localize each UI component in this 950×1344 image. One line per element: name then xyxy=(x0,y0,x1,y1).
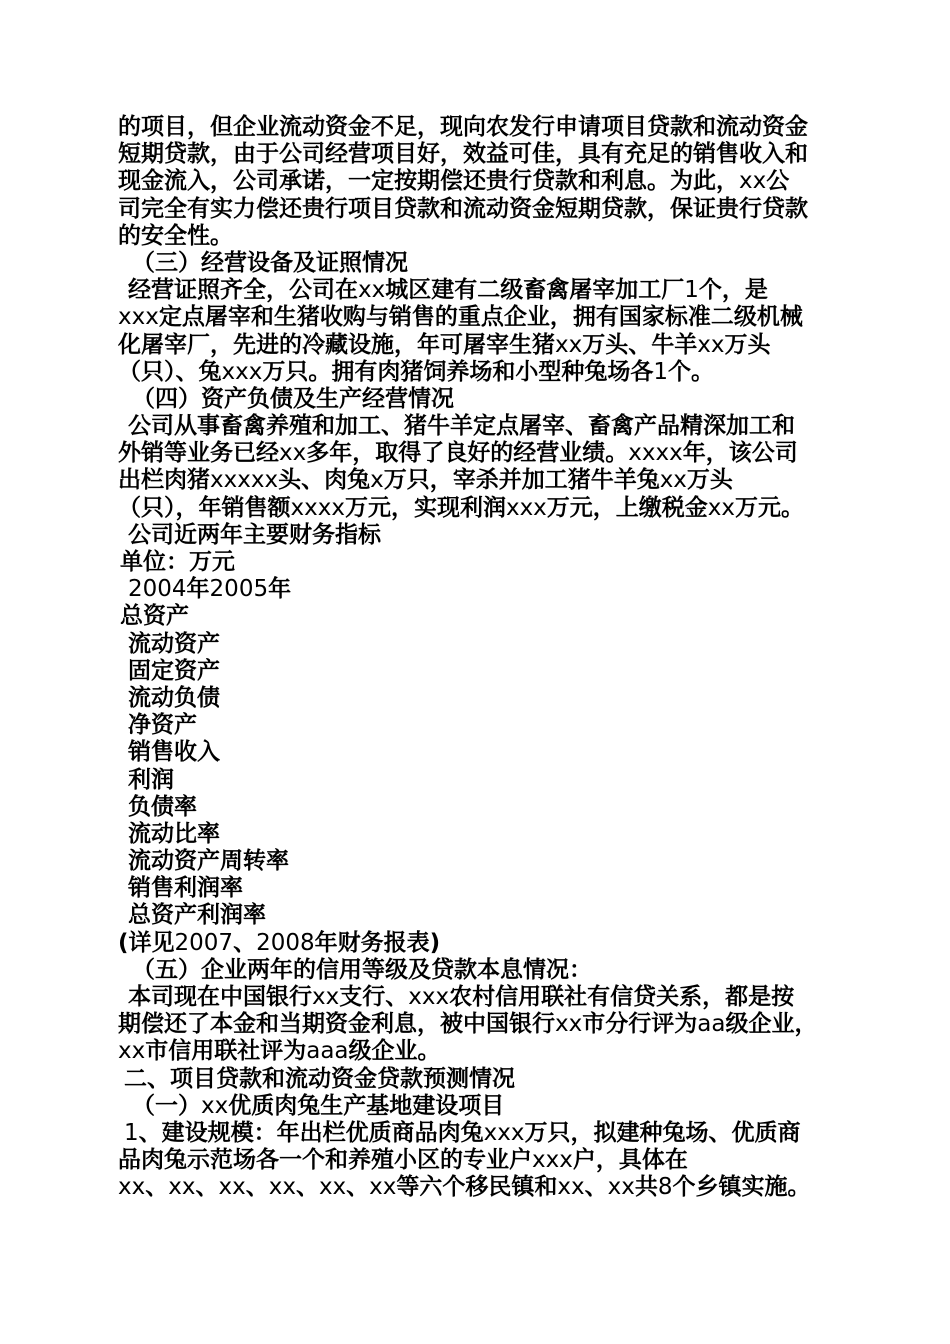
text-line: 品肉兔示范场各一个和养殖小区的专业户xxx户，具体在 xyxy=(118,1147,688,1174)
indicator-row: 总资产利润率 xyxy=(128,902,266,929)
text-line: 司完全有实力偿还贵行项目贷款和流动资金短期贷款，保证贵行贷款 xyxy=(118,195,808,222)
year-header: 2004年2005年 xyxy=(128,576,292,603)
text-line: （只），年销售额xxxx万元，实现利润xxx万元，上缴税金xx万元。 xyxy=(118,494,805,521)
indicator-row: 销售收入 xyxy=(128,739,220,766)
indicator-row: 流动负债 xyxy=(128,684,220,711)
text-line: 外销等业务已经xx多年，取得了良好的经营业绩。xxxx年，该公司 xyxy=(118,440,798,467)
section-heading: （四）资产负债及生产经营情况 xyxy=(132,385,454,412)
text-line: 的安全性。 xyxy=(118,222,233,249)
indicator-row: 销售利润率 xyxy=(128,875,243,902)
section-heading: （五）企业两年的信用等级及贷款本息情况： xyxy=(132,956,592,983)
chapter-heading: 二、项目贷款和流动资金贷款预测情况 xyxy=(124,1065,515,1092)
indicator-row: 净资产 xyxy=(128,712,197,739)
text-line: 公司从事畜禽养殖和加工、猪牛羊定点屠宰、畜禽产品精深加工和 xyxy=(128,413,795,440)
text-line: （只）、兔xxx万只。拥有肉猪饲养场和小型种兔场各1个。 xyxy=(118,358,714,385)
indicator-row: 利润 xyxy=(128,766,174,793)
text-line: 出栏肉猪xxxxx头、肉兔x万只，宰杀并加工猪牛羊兔xx万头 xyxy=(118,467,733,494)
table-title: 公司近两年主要财务指标 xyxy=(128,521,381,548)
indicator-row: 流动资产 xyxy=(128,630,220,657)
text-line: 期偿还了本金和当期资金利息，被中国银行xx市分行评为aa级企业， xyxy=(118,1011,818,1038)
section-heading: （一）xx优质肉兔生产基地建设项目 xyxy=(132,1092,505,1119)
indicator-row: 负债率 xyxy=(128,793,197,820)
indicator-row: 流动资产周转率 xyxy=(128,848,289,875)
text-line: (详见2007、2008年财务报表) xyxy=(118,929,441,956)
text-line: 的项目，但企业流动资金不足，现向农发行申请项目贷款和流动资金 xyxy=(118,114,808,140)
text-line: xx、xx、xx、xx、xx、xx等六个移民镇和xx、xx共8个乡镇实施。 xyxy=(118,1174,811,1201)
text-line: 化屠宰厂，先进的冷藏设施，年可屠宰生猪xx万头、牛羊xx万头 xyxy=(118,331,771,358)
text-line: 短期贷款，由于公司经营项目好，效益可佳，具有充足的销售收入和 xyxy=(118,141,808,168)
text-line: 经营证照齐全，公司在xx城区建有二级畜禽屠宰加工厂1个，是 xyxy=(128,277,768,304)
section-heading: （三）经营设备及证照情况 xyxy=(132,249,408,276)
text-line: 本司现在中国银行xx支行、xxx农村信用联社有信贷关系，都是按 xyxy=(128,984,795,1010)
text-line: xxx定点屠宰和生猪收购与销售的重点企业，拥有国家标准二级机械 xyxy=(118,304,803,331)
text-line: 1、建设规模：年出栏优质商品肉兔xxx万只，拟建种兔场、优质商 xyxy=(124,1119,801,1146)
unit-label: 单位：万元 xyxy=(120,549,235,575)
document-page xyxy=(118,114,878,1202)
text-line: xx市信用联社评为aaa级企业。 xyxy=(118,1038,441,1065)
text-line: 现金流入，公司承诺，一定按期偿还贵行贷款和利息。为此，xx公 xyxy=(118,168,790,195)
indicator-row: 流动比率 xyxy=(128,820,220,847)
indicator-row: 总资产 xyxy=(120,603,189,630)
indicator-row: 固定资产 xyxy=(128,657,220,684)
